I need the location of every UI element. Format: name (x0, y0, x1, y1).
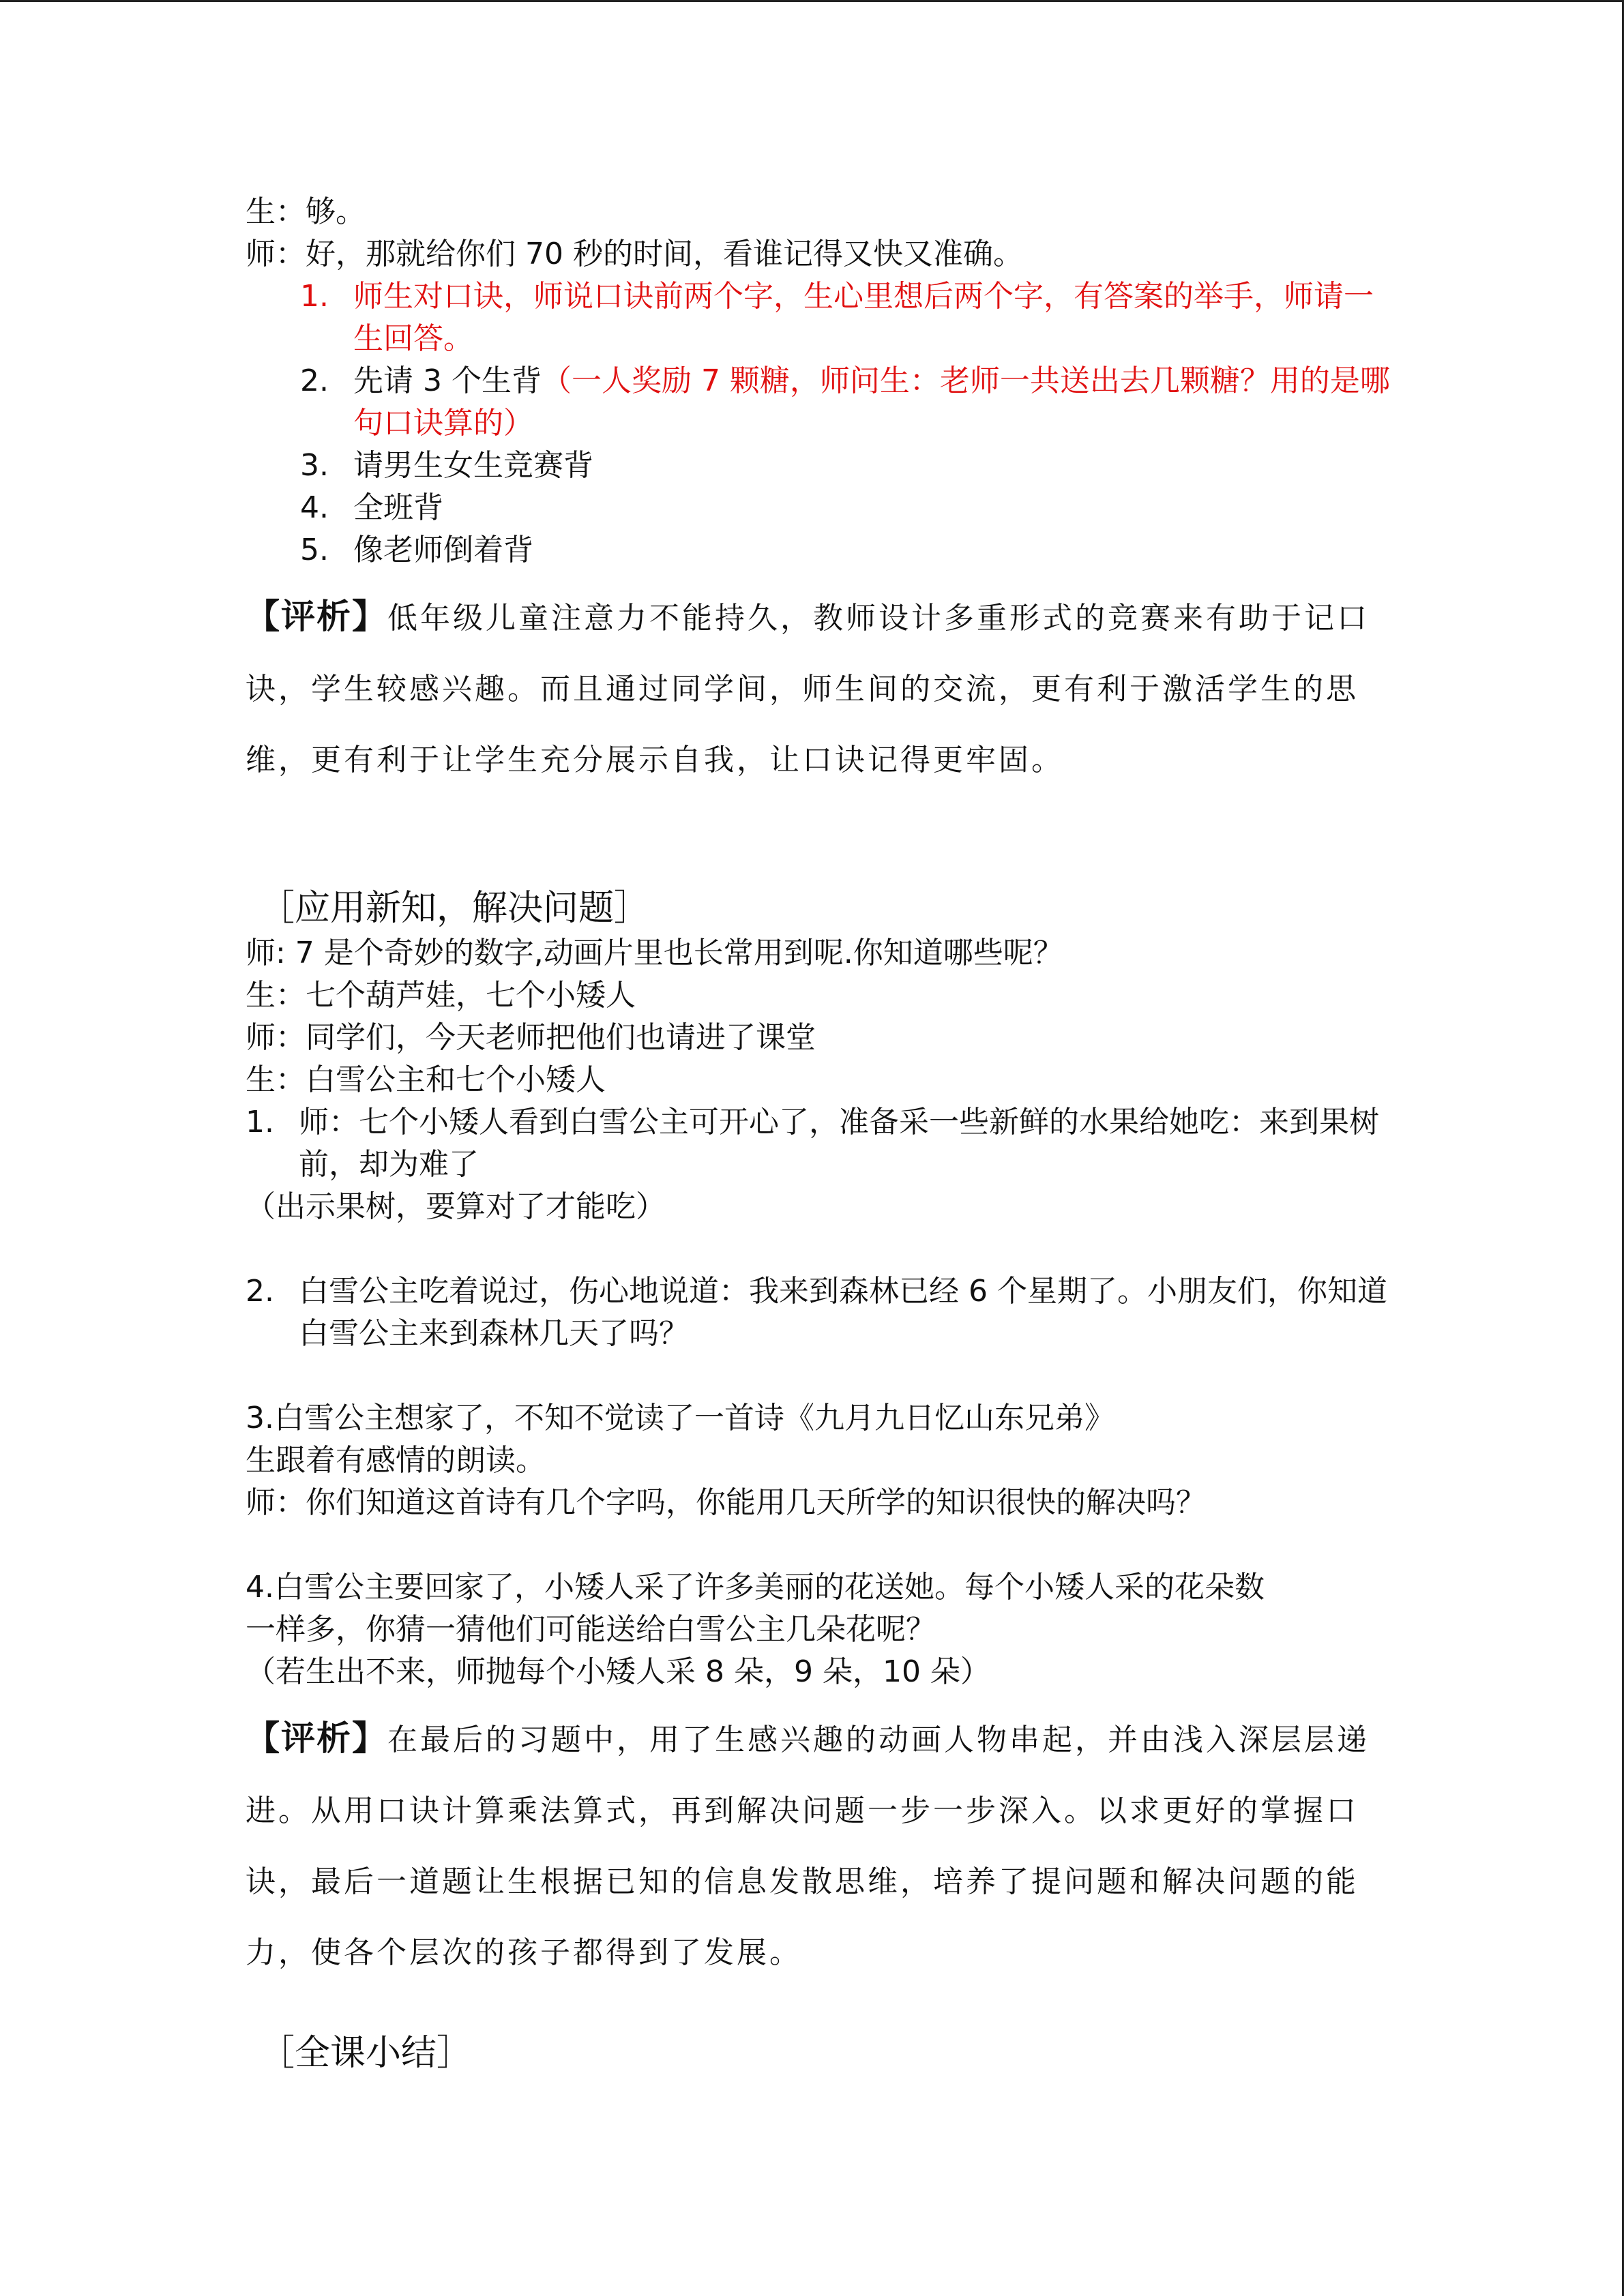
list-item (246, 275, 1391, 360)
list-text: 先请 3 个生背 (353, 363, 542, 398)
dialogue-line: 师：同学们，今天老师把他们也请进了课堂 (246, 1020, 816, 1055)
list-text: 师生对口诀，师说口诀前两个字，生心里想后两个字，有答案的举手，师请一生回答。 (353, 279, 1374, 356)
page-border-top (0, 0, 1624, 2)
list-text: 师：七个小矮人看到白雪公主可开心了，准备采一些新鲜的水果给她吃：来到果树前，却为难了 (299, 1105, 1379, 1182)
list-number: 1. (246, 1105, 274, 1139)
blank-line (246, 1355, 1391, 1397)
student-reply-line: 生：够。 (246, 194, 366, 229)
list-number: 1. (300, 279, 329, 314)
list-text: 全班背 (353, 490, 443, 525)
blank-line (246, 1524, 1391, 1566)
list-text: 请男生女生竞赛背 (353, 448, 593, 483)
analysis-label: 【评析】 (246, 1718, 387, 1758)
dialogue-line: 师: 7 是个奇妙的数字,动画片里也长常用到呢.你知道哪些呢？ (246, 936, 1063, 970)
analysis-text: 低年级儿童注意力不能持久，教师设计多重形式的竞赛来有助于记口诀，学生较感兴趣。而且通过同学间，师生间的交流，更有利于激活学生的思维，更有利于让学生充分展示自我，让口诀记得更牢固。 (246, 601, 1370, 777)
analysis-text: 在最后的习题中，用了生感兴趣的动画人物串起，并由浅入深层层递进。从用口诀计算乘法算式，再到解决问题一步一步深入。以求更好的掌握口诀，最后一道题让生根据已知的信息发散思维，培养了提问题和解决问题的能力，使各个层次的孩子都得到了发展。 (246, 1723, 1370, 1970)
analysis-paragraph-2 (246, 1703, 1391, 1988)
list-text: 像老师倒着背 (353, 533, 533, 567)
list-item (246, 487, 1391, 529)
document-body (246, 191, 1391, 2077)
exercise-line: 3.白雪公主想家了，不知不觉读了一首诗《九月九日忆山东兄弟》 (246, 1401, 1114, 1435)
list-item (246, 445, 1391, 487)
list-item (246, 1270, 1391, 1355)
teacher-instruction-line: 师：好，那就给你们 70 秒的时间，看谁记得又快又准确。 (246, 237, 1023, 271)
exercise-line: 一样多，你猜一猜他们可能送给白雪公主几朵花呢？ (246, 1612, 936, 1647)
analysis-label: 【评析】 (246, 597, 387, 636)
list-number: 2. (300, 363, 329, 398)
list-text: 白雪公主吃着说过，伤心地说道：我来到森林已经 6 个星期了。小朋友们，你知道白雪公主来到森林几天了吗？ (299, 1274, 1387, 1351)
exercise-line: 生跟着有感情的朗读。 (246, 1443, 546, 1478)
recitation-steps-list (246, 275, 1391, 571)
exercise-line: 4.白雪公主要回家了，小矮人采了许多美丽的花送她。每个小矮人采的花朵数 (246, 1570, 1265, 1605)
list-number: 5. (300, 533, 329, 567)
exercise-list-1 (246, 1101, 1391, 1186)
dialogue-line: 生：七个葫芦娃，七个小矮人 (246, 978, 636, 1013)
exercise-line: 师：你们知道这首诗有几个字吗，你能用几天所学的知识很快的解决吗？ (246, 1485, 1206, 1520)
list-item (246, 1101, 1391, 1186)
list-item (246, 529, 1391, 571)
list-number: 4. (300, 490, 329, 525)
dialogue-line: 生：白雪公主和七个小矮人 (246, 1062, 606, 1097)
list-item (246, 360, 1391, 445)
exercise-note: （出示果树，要算对了才能吃） (246, 1189, 666, 1224)
section-heading-apply: ［应用新知，解决问题］ (259, 888, 650, 929)
analysis-paragraph-1 (246, 581, 1391, 796)
section-heading-summary: ［全课小结］ (259, 2033, 473, 2074)
list-text-highlight: （一人奖励 7 颗糖，师问生：老师一共送出去几颗糖？用的是哪句口诀算的） (353, 363, 1390, 441)
exercise-list-2 (246, 1270, 1391, 1355)
blank-line (246, 1228, 1391, 1270)
exercise-line: （若生出不来，师抛每个小矮人采 8 朵，9 朵，10 朵） (246, 1654, 990, 1689)
list-number: 3. (300, 448, 329, 483)
list-number: 2. (246, 1274, 274, 1309)
